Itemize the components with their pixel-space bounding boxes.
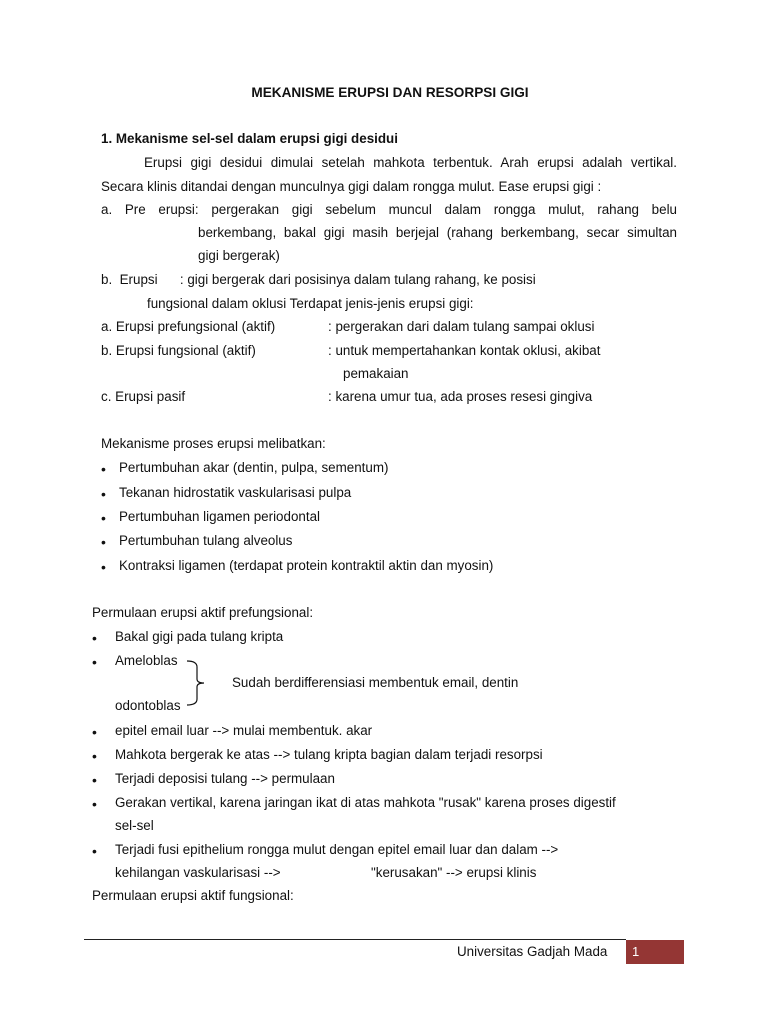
type-label: a. Erupsi prefungsional (aktif) — [101, 319, 276, 334]
list-item-pre-erupsi-cont: berkembang, bakal gigi masih berjejal (rahang berkembang, secar simultan — [198, 225, 677, 240]
list-item: Gerakan vertikal, karena jaringan ikat di atas mahkota "rusak" karena proses digestif — [115, 795, 616, 810]
bullet-icon — [92, 728, 100, 736]
bullet-icon — [92, 776, 100, 784]
page-title: MEKANISME ERUPSI DAN RESORPSI GIGI — [251, 85, 529, 100]
bullet-icon — [92, 847, 100, 855]
list-item-pre-erupsi-cont: gigi bergerak) — [198, 248, 280, 263]
bullet-icon — [101, 490, 109, 498]
bullet-icon — [92, 752, 100, 760]
type-label: b. Erupsi fungsional (aktif) — [101, 343, 256, 358]
list-item: epitel email luar --> mulai membentuk. akar — [115, 723, 373, 738]
list-item: Terjadi deposisi tulang --> permulaan — [115, 771, 335, 786]
list-item-ameloblas: Ameloblas — [115, 653, 178, 668]
type-desc: : karena umur tua, ada proses resesi gingiva — [328, 389, 593, 404]
list-item-cont: "kerusakan" --> erupsi klinis — [371, 865, 537, 880]
bullet-icon — [101, 465, 109, 473]
brace-note: Sudah berdifferensiasi membentuk email, dentin — [232, 675, 519, 690]
list-item: Bakal gigi pada tulang kripta — [115, 629, 284, 644]
paragraph-line: Secara klinis ditandai dengan munculnya gigi dalam rongga mulut. Ease erupsi gigi : — [101, 179, 602, 194]
bullet-icon — [101, 538, 109, 546]
type-desc-cont: pemakaian — [343, 366, 409, 381]
type-label: c. Erupsi pasif — [101, 389, 186, 404]
page-number: 1 — [632, 944, 640, 959]
footer-institution: Universitas Gadjah Mada — [457, 944, 608, 959]
curly-brace-icon — [186, 660, 208, 706]
list-item-erupsi: b. Erupsi : gigi bergerak dari posisinya dalam tulang rahang, ke posisi — [101, 272, 536, 287]
bullet-icon — [101, 563, 109, 571]
section-heading: 1. Mekanisme sel-sel dalam erupsi gigi desidui — [101, 131, 398, 146]
prefunctional-intro: Permulaan erupsi aktif prefungsional: — [92, 605, 314, 620]
list-item-pre-erupsi: a. Pre erupsi: pergerakan gigi sebelum muncul dalam rongga mulut, rahang belu — [101, 202, 677, 217]
list-item: Mahkota bergerak ke atas --> tulang kripta bagian dalam terjadi resorpsi — [115, 747, 543, 762]
type-desc: : pergerakan dari dalam tulang sampai oklusi — [328, 319, 595, 334]
page-number-badge — [626, 940, 684, 964]
list-item: Kontraksi ligamen (terdapat protein kontraktil aktin dan myosin) — [119, 558, 494, 573]
type-desc: : untuk mempertahankan kontak oklusi, akibat — [328, 343, 601, 358]
mechanism-intro: Mekanisme proses erupsi melibatkan: — [101, 436, 326, 451]
paragraph-line: Erupsi gigi desidui dimulai setelah mahkota terbentuk. Arah erupsi adalah vertikal. — [144, 155, 677, 170]
bullet-icon — [92, 800, 100, 808]
list-item: Pertumbuhan tulang alveolus — [119, 533, 293, 548]
list-item-odontoblas: odontoblas — [115, 698, 181, 713]
list-item: Tekanan hidrostatik vaskularisasi pulpa — [119, 485, 352, 500]
list-item-cont: kehilangan vaskularisasi --> — [115, 865, 281, 880]
list-item: Terjadi fusi epithelium rongga mulut dengan epitel email luar dan dalam --> — [115, 842, 559, 857]
list-item-cont: sel-sel — [115, 818, 154, 833]
bullet-icon — [101, 514, 109, 522]
bullet-icon — [92, 634, 100, 642]
list-item-erupsi-cont: fungsional dalam oklusi Terdapat jenis-jenis erupsi gigi: — [147, 296, 474, 311]
functional-intro: Permulaan erupsi aktif fungsional: — [92, 888, 294, 903]
bullet-icon — [92, 658, 100, 666]
list-item: Pertumbuhan akar (dentin, pulpa, sementum) — [119, 460, 389, 475]
footer-divider — [84, 939, 626, 940]
list-item: Pertumbuhan ligamen periodontal — [119, 509, 320, 524]
